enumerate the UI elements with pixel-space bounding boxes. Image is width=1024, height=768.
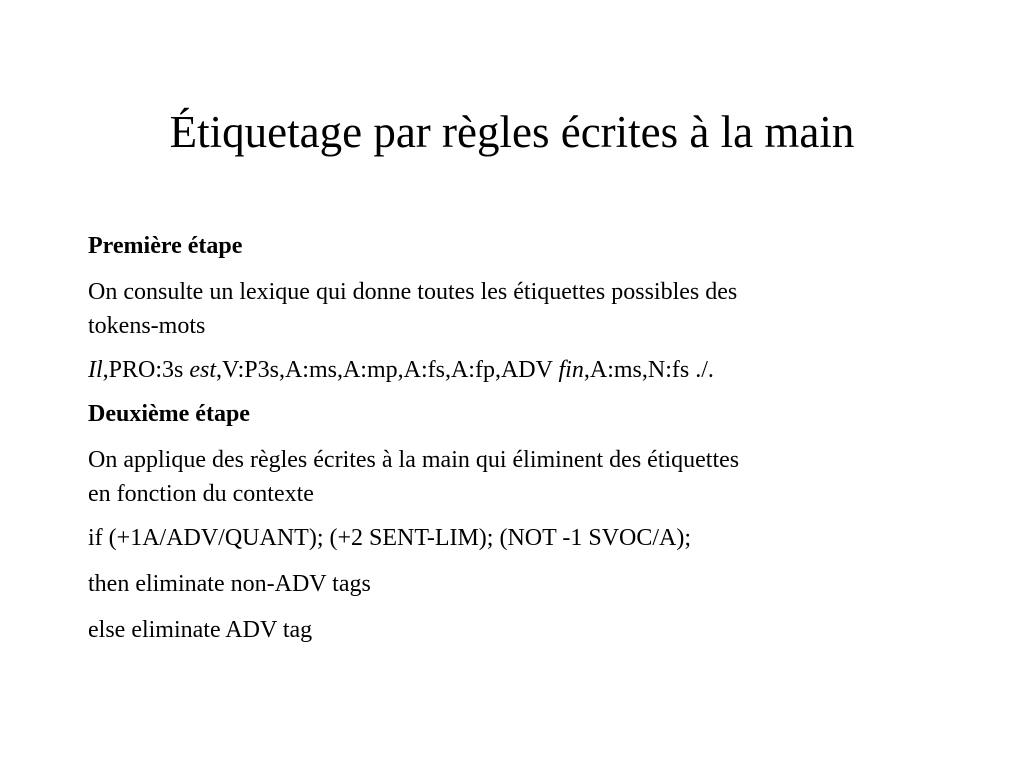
example-tags-fin: ,A:ms,N:fs ./. (583, 357, 714, 383)
step1-description-line2: tokens-mots (88, 313, 206, 339)
step1-description-line1: On consulte un lexique qui donne toutes les étiquettes possibles des (88, 279, 738, 305)
slide-title: Étiquetage par règles écrites à la main (169, 107, 855, 157)
example-tags-il: ,PRO:3s (102, 357, 190, 383)
rule-then-line: then eliminate non-ADV tags (88, 571, 371, 597)
rule-if-line: if (+1A/ADV/QUANT); (+2 SENT-LIM); (NOT -1 SVOC/A); (88, 525, 692, 551)
example-word-il: Il (88, 357, 103, 383)
lexicon-example (88, 352, 958, 388)
slide-body (88, 228, 958, 656)
example-word-est: est (189, 357, 217, 383)
step1-description (88, 274, 958, 342)
step2-heading: Deuxième étape (88, 401, 250, 427)
step2-description-line2: en fonction du contexte (88, 481, 314, 507)
rule-else-line: else eliminate ADV tag (88, 617, 313, 643)
step2-description (88, 442, 958, 510)
example-tags-est: ,V:P3s,A:ms,A:mp,A:fs,A:fp,ADV (216, 357, 559, 383)
step2-description-line1: On applique des règles écrites à la main qui éliminent des étiquettes (88, 447, 740, 473)
step1-heading: Première étape (88, 233, 243, 259)
example-word-fin: fin (558, 357, 584, 383)
